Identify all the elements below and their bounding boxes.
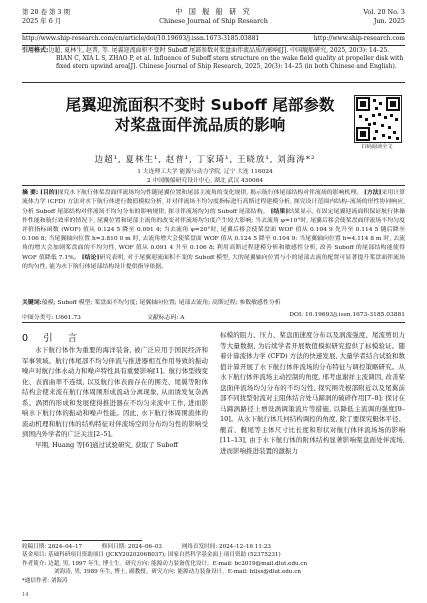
keywords-label: 关键词: bbox=[22, 299, 42, 306]
abstract-objective: 探究水下航行体桨盘面伴流场均匀性随尾翼位置和尾部主流角的变化规律, 揭示航行体尾部结构对伴流场的影响机理。 bbox=[57, 190, 363, 196]
abstract-method-label: [方法] bbox=[364, 189, 382, 196]
footnote-block bbox=[22, 543, 405, 585]
running-header bbox=[22, 8, 405, 34]
journal-name-en: Chinese Journal of Ship Research bbox=[159, 16, 268, 25]
qr-code-icon bbox=[355, 96, 401, 142]
paper-title: 尾翼迎流面积不变时 Suboff 尾部参数对桨盘面伴流品质的影响 bbox=[65, 96, 335, 134]
abstract-result-label: [结果] bbox=[270, 208, 289, 215]
author-bio-1: 作者简介: 边超, 男, 1997 年生, 博士生。研究方向: 能源动力装备优化设计。E-mail: bc2019@mail.dlut.edu.cn bbox=[22, 560, 308, 567]
page-number: 14 bbox=[22, 592, 29, 598]
paragraph: 水下航行体作为重要的海洋装备, 被广泛应用于国民经济和军事领域。航行体尾部不均匀伴流与推进器相互作用导致的振动噪声对航行体水动力和噪声特性具有重要影响[1]。航行体型线变化、表面曲率不连续, 以及航行体表面存在的围壳、尾翼等附体结构会使来流在航行体周围形成流动分离现象, 从而诱发复杂涡系。涡团的形成和发展使得推进器在不均匀来流中工作, 进而影响水下航行体的振动和噪声性能。因此, 水下航行体周围流体的流动机理和航行体的结构特征对伴流场空间分布均匀性的影响受到国内外学者的广泛关注[2–5]。 bbox=[22, 346, 208, 438]
section-number: 0 bbox=[22, 333, 35, 344]
citation-block bbox=[22, 47, 405, 72]
abstract: 摘 要: [目的]探究水下航行体桨盘面伴流场均匀性随尾翼位置和尾部主流角的变化规律, 揭示航行体尾部结构对伴流场的影响机理。 [方法]采用计算流体力学 (CFD) 方法对水下航行体进行数值模拟分析, 并对伴流场不均匀度指标进行高斯过程建模分析, 探究设计范围内结构–流场的形性协同响应, 分析 Suboff 尾部结构对伴流场不均匀分布的影响规律, 探寻伴流场均匀的 Suboff 尾部结构。 [结果]结果显示, 在固定尾翼迎流面积保证航行体操作性能和航行效率的情况下, 尾翼位置和尾部主流角的改变对伴流场均匀度产生较大影响; 当去流角 φ=10°时, 尾翼后移会使桨盘面伴流场不均匀度评价指标函数 (WOF) 值从 0.124 5 降至 0.091 4; 当去流角 φ=20°时, 尾翼后移会使桨盘面 WOF 值从 0.104 9 先升至 0.114 5 随后降至 0.106 8; 当尾翼轴向位置 h=3.810 0 m 时, 去流角增大会使桨盘面 WOF 值从 0.124 5 降至 0.104 9; 当尾翼轴向位置 h=4.114 8 m 时, 去流角的增大会加剧桨盘面的不均匀性, WOF 值从 0.091 4 升至 0.106 8; 利用高斯过程建模分析和敏感性分析, 改善 Suboff 的尾部结构能使得 WOF 值降低 7.1%。 [结论]研究表明, 对于尾翼迎流面积不变的 Suboff 模型, 大的尾翼轴向位置与小的尾部去流角配置可显著提升桨盘面伴流场的均匀性, 能为水下航行体尾部结构设计提供指导依据。 bbox=[22, 189, 406, 270]
doi[interactable]: DOI: 10.19693/j.issn.1673-3185.03881 bbox=[289, 312, 405, 318]
journal-name-cn: 中 国 舰 船 研 究 bbox=[175, 7, 252, 16]
column-left bbox=[22, 345, 208, 450]
keywords-text: 船模; Suboff 模型; 桨盘面不均匀度; 尾翼轴向位置; 尾部去流角; 高斯过程; 参数敏感性分析 bbox=[41, 300, 281, 306]
clc-number: 中图分类号: U661.73 bbox=[22, 315, 81, 321]
author-bio-2: 刘海涛, 男, 1989 年生, 博士, 副教授。研究方向: 能源动力装备设计。E-mail: htlsx@dlut.edu.cn bbox=[54, 569, 301, 576]
abstract-method: 采用计算流体力学 (CFD) 方法对水下航行体进行数值模拟分析, 并对伴流场不均匀度指标进行高斯过程建模分析, 探究设计范围内结构–流场的形性协同响应, 分析 Suboff 尾部结构对伴流场不均匀分布的影响规律, 探寻伴流场均匀的 Suboff 尾部结构。 bbox=[22, 190, 406, 215]
abstract-objective-label: [目的] bbox=[40, 189, 58, 196]
section-heading bbox=[22, 330, 83, 344]
received-date: 收稿日期: 2024–04–17 bbox=[22, 544, 83, 550]
article-url[interactable]: http://www.ship-research.com/cn/article/doi/10.19693/j.issn.1673-3185.03881 bbox=[22, 35, 260, 42]
paragraph: 标模的阻力、压力、桨盘面速度分布以及涡流强度、尾流剪切力等大量数据, 为后续学者开展数值模拟研究提供了标模验证。随着计算流体力学 (CFD) 方法的快速发展, 大量学者结合试验和数值计算开展了水下航行体伴流场的分布特征与调控策略研究。从水下航行体伴流场主动控制的角度, 邢考虑谢祥主流调因, 改善桨盘面伴流场均匀分布的不均匀性, 探究围壳根部附近以及尾翼前部不同扰型射流对主阻体结合处马蹄涡的破碎作用[7–8]; 探讨在马蹄涡路径上增设涡调策流片等措施, 以降低主流调的强度[9–10]。从水下航行体几何结构调控的角度, 除了要探究艇体平径、艇首、艇尾等主体尺寸比长度和形状对航行体伴流场场的影响[11–13], 由于水下航行体的附体结构显著影响桨盘面处伴流场, 进而影响推进装置的激振力 bbox=[220, 331, 405, 455]
qr-code[interactable] bbox=[354, 95, 402, 143]
volume-issue-en bbox=[363, 8, 405, 25]
abstract-top-rule bbox=[22, 185, 405, 186]
qr-caption: 扫码阅读全文 bbox=[361, 144, 393, 150]
abstract-bottom-rule bbox=[22, 322, 405, 323]
revised-date: 修回日期: 2024–06–03 bbox=[101, 544, 162, 550]
online-date: 网络首发时间: 2024–12–16 11:23 bbox=[181, 544, 271, 550]
corresponding-author: *通信作者: 刘海涛 bbox=[22, 577, 68, 584]
citation-en: BIAN C, XIA L S, ZHAO P, et al. Influence of Suboff stern structure on the wake field quality at propeller disk with fixed stern upwind area[J]. Chinese Journal of Ship Research, 2025, 20(3): 14–25 (in both Chinese and English). bbox=[56, 55, 404, 71]
volume-cn: 第 20 卷 第 3 期 bbox=[22, 8, 70, 16]
author-list: 边超¹, 夏林生¹, 赵普¹, 丁家琦¹, 王晓放¹, 刘海涛*² bbox=[94, 155, 316, 165]
date-en: Jun. 2025 bbox=[373, 16, 405, 25]
column-right bbox=[220, 330, 405, 456]
keywords bbox=[22, 298, 405, 308]
abstract-result: 结果显示, 在固定尾翼迎流面积保证航行体操作性能和航行效率的情况下, 尾翼位置和尾部主流角的改变对伴流场均匀度产生较大影响; 当去流角 φ=10°时, 尾翼后移会使桨盘面伴流场不均匀度评价指标函数 (WOF) 值从 0.124 5 降至 0.091 4; 当去流角 φ=20°时, 尾翼后移会使桨盘面 WOF 值从 0.104 9 先升至 0.114 5 随后降至 0.106 8; 当尾翼轴向位置 h=3.810 0 m 时, 去流角增大会使桨盘面 WOF 值从 0.124 5 降至 0.104 9; 当尾翼轴向位置 h=4.114 8 m 时, 去流角的增大会加剧桨盘面的不均匀性, WOF 值从 0.091 4 升至 0.106 8; 利用高斯过程建模分析和敏感性分析, 改善 Suboff 的尾部结构能使得 WOF 值降低 7.1%。 bbox=[22, 209, 406, 261]
citation-rule bbox=[22, 82, 405, 83]
citation-cn: 边超, 夏林生, 赵普, 等. 尾翼迎流面积不变时 Suboff 尾部参数对桨盘面伴流品质的影响[J]. 中国舰船研究, 2025, 20(3): 14–25. bbox=[48, 47, 390, 54]
abstract-conclusion-label: [结论] bbox=[81, 254, 100, 261]
volume-en: Vol. 20 No. 3 bbox=[363, 8, 405, 16]
section-title: 引 言 bbox=[43, 333, 84, 344]
citation-label: 引用格式: bbox=[22, 47, 49, 54]
url-rule bbox=[22, 45, 405, 46]
abstract-conclusion: 研究表明, 对于尾翼迎流面积不变的 Suboff 模型, 大的尾翼轴向位置与小的尾部去流角配置可显著提升桨盘面伴流场的均匀性, 能为水下航行体尾部结构设计提供指导依据。 bbox=[22, 255, 406, 270]
date-cn: 2025 年 6 月 bbox=[22, 16, 62, 25]
header-rule bbox=[22, 33, 405, 34]
journal-name bbox=[22, 8, 405, 25]
paragraph: 早期, Huang 等[6]通过试验研究, 获取了 Suboff bbox=[35, 440, 179, 449]
journal-url[interactable]: http://www.ship-research.com bbox=[313, 35, 405, 42]
fund-info: 基金项目: 基础科研项目资助项目 (JCKY2020206B037); 国家自然科学基金面上项目资助 (52375231) bbox=[22, 552, 281, 559]
affiliation-2: 2 中国舰船研究设计中心, 湖北 武汉 430064 bbox=[146, 178, 264, 184]
document-code: 文献标志码: A bbox=[147, 315, 185, 321]
footnote-rule bbox=[22, 540, 142, 541]
affiliation-1: 1 大连理工大学 能源与动力学院, 辽宁 大连 116024 bbox=[137, 169, 273, 175]
url-line bbox=[22, 35, 405, 43]
